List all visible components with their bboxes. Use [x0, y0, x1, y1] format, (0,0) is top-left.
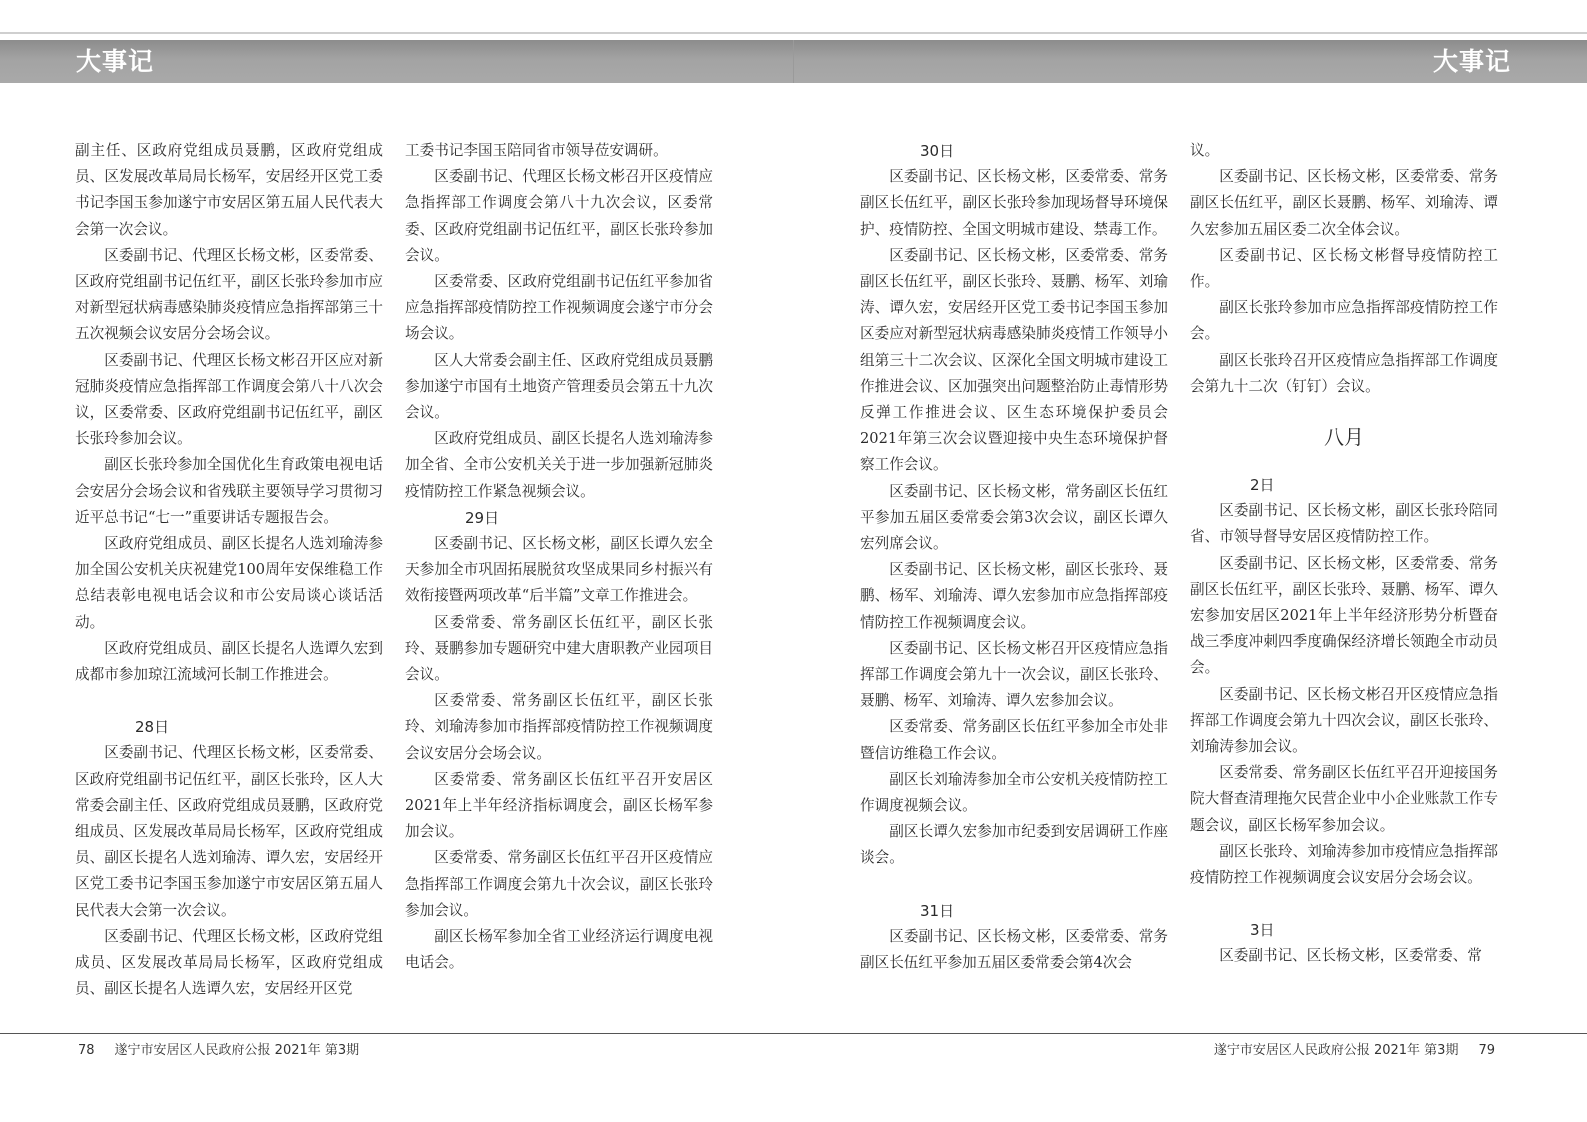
date-heading: 30日: [920, 142, 955, 160]
page-spine: [793, 40, 794, 83]
text-column-4: [1190, 138, 1498, 970]
section-title-left: 大事记: [76, 47, 155, 76]
spacer: [860, 872, 1168, 898]
event-paragraph: 副区长张玲召开区疫情应急指挥部工作调度会第九十二次（钉钉）会议。: [1190, 351, 1498, 395]
event-paragraph: 区委副书记、区长杨文彬，区委常委、常务副区长伍红平参加五届区委常委会第4次会: [860, 927, 1168, 972]
event-paragraph: 区委副书记、区长杨文彬，区委常委、常务副区长伍红平，副区长张玲、聂鹏、杨军、刘瑜涛、谭久宏，安居经开区党工委书记李国玉参加区委应对新型冠状病毒感染肺炎疫情工作领导小组第三十二次会议、区深化全国文明城市建设工作推进会议、区加强突出问题整治防止毒情形势反弹工作推进会议、区生态环境保护委员会2021年第三次会议暨迎接中央生态环境保护督察工作会议。: [860, 246, 1168, 474]
event-paragraph: 区委副书记、区长杨文彬，副区长张玲、聂鹏、杨军、刘瑜涛、谭久宏参加市应急指挥部疫情防控工作视频调度会议。: [860, 561, 1168, 631]
page-number-right: 79: [1478, 1043, 1495, 1058]
spacer: [75, 688, 383, 714]
event-paragraph: 区委副书记、代理区长杨文彬召开区应对新冠肺炎疫情应急指挥部工作调度会第八十八次会议，区委常委、区政府党组副书记伍红平，副区长张玲参加会议。: [75, 351, 383, 448]
section-title-right: 大事记: [1432, 47, 1511, 76]
event-paragraph: 区人大常委会副主任、区政府党组成员聂鹏参加遂宁市国有土地资产管理委员会第五十九次会议。: [405, 351, 713, 422]
event-paragraph: 区委常委、常务副区长伍红平，副区长张玲、聂鹏参加专题研究中建大唐职教产业园项目会议。: [405, 613, 713, 684]
event-paragraph: 区政府党组成员、副区长提名人选刘瑜涛参加全国公安机关庆祝建党100周年安保维稳工作总结表彰电视电话会议和市公安局谈心谈话活动。: [75, 535, 383, 631]
text-column-2: [405, 138, 713, 977]
text-column-3: [860, 138, 1168, 976]
event-paragraph: 区委副书记、区长杨文彬，区委常委、常务副区长伍红平，副区长张玲、聂鹏、杨军、谭久宏参加安居区2021年上半年经济形势分析暨奋战三季度冲刺四季度确保经济增长领跑全市动员会。: [1190, 554, 1498, 677]
event-paragraph: 区委副书记、区长杨文彬，区委常委、常务副区长伍红平，副区长张玲参加现场督导环境保护、疫情防控、全国文明城市建设、禁毒工作。: [860, 168, 1168, 238]
footer-publication-left: 遂宁市安居区人民政府公报 2021年 第3期: [114, 1043, 360, 1058]
event-paragraph: 区委副书记、区长杨文彬，常务副区长伍红平参加五届区委常委会第3次会议，副区长谭久宏列席会议。: [860, 482, 1168, 553]
event-paragraph: 区委副书记、区长杨文彬召开区疫情应急指挥部工作调度会第九十四次会议，副区长张玲、刘瑜涛参加会议。: [1190, 685, 1498, 756]
event-paragraph: 区委常委、常务副区长伍红平召开迎接国务院大督查清理拖欠民营企业中小企业账款工作专题会议，副区长杨军参加会议。: [1190, 764, 1498, 834]
event-paragraph: 工委书记李国玉陪同省市领导莅安调研。: [405, 142, 668, 159]
footer-publication-right: 遂宁市安居区人民政府公报 2021年 第3期: [1213, 1043, 1459, 1058]
text-column-1: [75, 138, 383, 1003]
date-heading: 29日: [465, 508, 500, 527]
event-paragraph: 区委副书记、代理区长杨文彬召开区疫情应急指挥部工作调度会第八十九次会议，区委常委、区政府党组副书记伍红平，副区长张玲参加会议。: [405, 168, 713, 264]
event-paragraph: 区委副书记、区长杨文彬，副区长谭久宏全天参加全市巩固拓展脱贫攻坚成果同乡村振兴有效衔接暨两项改革“后半篇”文章工作推进会。: [405, 535, 713, 605]
event-paragraph: 副区长刘瑜涛参加全市公安机关疫情防控工作调度视频会议。: [860, 770, 1168, 815]
date-heading: 3日: [1250, 921, 1275, 940]
event-paragraph: 区委常委、常务副区长伍红平召开区疫情应急指挥部工作调度会第九十次会议，副区长张玲参加会议。: [405, 849, 713, 919]
event-paragraph: 副主任、区政府党组成员聂鹏，区政府党组成员、区发展改革局局长杨军，安居经开区党工委书记李国玉参加遂宁市安居区第五届人民代表大会第一次会议。: [75, 142, 383, 238]
top-rule: [0, 32, 1587, 34]
date-heading: 2日: [1250, 476, 1275, 495]
event-paragraph: 区委副书记、代理区长杨文彬，区政府党组成员、区发展改革局局长杨军，区政府党组成员、副区长提名人选谭久宏，安居经开区党: [75, 927, 383, 998]
event-paragraph: 区委常委、常务副区长伍红平召开安居区2021年上半年经济指标调度会，副区长杨军参加会议。: [405, 770, 713, 841]
event-paragraph: 区委常委、常务副区长伍红平参加全市处非暨信访维稳工作会议。: [860, 718, 1168, 762]
event-paragraph: 区政府党组成员、副区长提名人选刘瑜涛参加全省、全市公安机关关于进一步加强新冠肺炎疫情防控工作紧急视频会议。: [405, 430, 713, 500]
event-paragraph: 副区长杨军参加全省工业经济运行调度电视电话会。: [405, 928, 713, 972]
page-number-left: 78: [78, 1043, 95, 1058]
event-paragraph: 区委副书记、区长杨文彬，区委常委、常务副区长伍红平，副区长聂鹏、杨军、刘瑜涛、谭久宏参加五届区委二次全体会议。: [1190, 168, 1498, 238]
event-paragraph: 区政府党组成员、副区长提名人选谭久宏到成都市参加琼江流域河长制工作推进会。: [75, 639, 383, 684]
event-paragraph: 副区长张玲参加全国优化生育政策电视电话会安居分会场会议和省残联主要领导学习贯彻习近平总书记“七一”重要讲话专题报告会。: [75, 456, 383, 526]
event-paragraph: 副区长张玲、刘瑜涛参加市疫情应急指挥部疫情防控工作视频调度会议安居分会场会议。: [1190, 842, 1498, 887]
event-paragraph: 区委副书记、区长杨文彬督导疫情防控工作。: [1190, 246, 1498, 291]
footer-right: [1214, 1042, 1495, 1060]
event-paragraph: 区委副书记、区长杨文彬，区委常委、常: [1219, 947, 1482, 965]
event-paragraph: 副区长谭久宏参加市纪委到安居调研工作座谈会。: [860, 823, 1168, 867]
event-paragraph: 议。: [1190, 142, 1220, 159]
footer-left: [78, 1042, 359, 1060]
spacer: [1190, 891, 1498, 917]
bottom-rule: [0, 1033, 1587, 1034]
month-heading: 八月: [1324, 425, 1364, 450]
date-heading: 28日: [135, 718, 170, 737]
event-paragraph: 区委副书记、代理区长杨文彬，区委常委、区政府党组副书记伍红平，副区长张玲参加市应对新型冠状病毒感染肺炎疫情应急指挥部第三十五次视频会议安居分会场会议。: [75, 246, 383, 343]
date-heading: 31日: [920, 901, 955, 920]
event-paragraph: 区委副书记、代理区长杨文彬，区委常委、区政府党组副书记伍红平，副区长张玲，区人大常委会副主任、区政府党组成员聂鹏，区政府党组成员、区发展改革局局长杨军，区政府党组成员、副区长提名人选刘瑜涛、谭久宏，安居经开区党工委书记李国玉参加遂宁市安居区第五届人民代表大会第一次会议。: [75, 744, 383, 919]
event-paragraph: 区委副书记、区长杨文彬召开区疫情应急指挥部工作调度会第九十一次会议，副区长张玲、聂鹏、杨军、刘瑜涛、谭久宏参加会议。: [860, 639, 1168, 710]
event-paragraph: 副区长张玲参加市应急指挥部疫情防控工作会。: [1190, 299, 1498, 343]
event-paragraph: 区委副书记、区长杨文彬，副区长张玲陪同省、市领导督导安居区疫情防控工作。: [1190, 502, 1498, 546]
event-paragraph: 区委常委、区政府党组副书记伍红平参加省应急指挥部疫情防控工作视频调度会遂宁市分会场会议。: [405, 273, 713, 343]
event-paragraph: 区委常委、常务副区长伍红平，副区长张玲、刘瑜涛参加市指挥部疫情防控工作视频调度会议安居分会场会议。: [405, 692, 713, 762]
